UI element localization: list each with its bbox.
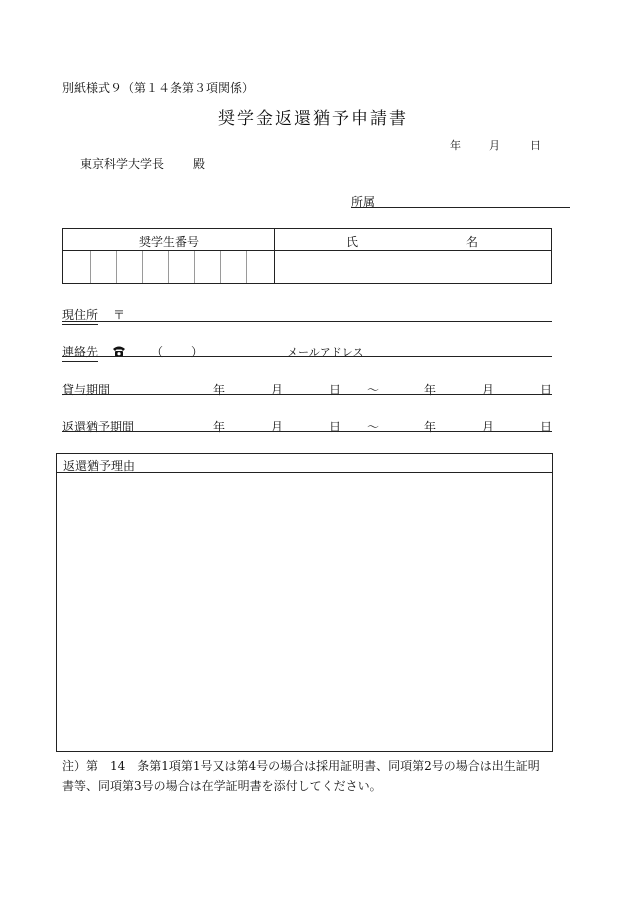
affiliation-underline: [351, 207, 570, 208]
address-field[interactable]: [130, 306, 550, 320]
deferment-period-label: 返還猶予期間: [62, 420, 135, 434]
digit-divider: [116, 251, 117, 283]
digit-divider: [168, 251, 169, 283]
postal-mark: 〒: [113, 308, 126, 322]
loan-period-tilde: ～: [367, 383, 380, 397]
digit-divider: [246, 251, 247, 283]
affiliation-label: 所属: [351, 195, 376, 209]
id-table-header-divider: [62, 250, 552, 251]
email-label: メールアドレス: [287, 346, 364, 359]
deferment-end-year: 年: [424, 420, 437, 434]
loan-start-year: 年: [213, 383, 226, 397]
student-number-digit-8[interactable]: [248, 257, 272, 279]
note-line-1: 注）第 14 条第1項第1号又は第4号の場合は採用証明書、同項第2号の場合は出生証明: [62, 759, 540, 773]
affiliation-field[interactable]: [382, 193, 562, 207]
loan-period-underline: [62, 394, 552, 395]
date-month-label: 月: [489, 139, 500, 152]
student-number-digit-3[interactable]: [118, 257, 140, 279]
student-number-digit-6[interactable]: [196, 257, 218, 279]
page-title: 奨学金返還猶予申請書: [218, 109, 408, 129]
name-field[interactable]: [280, 257, 546, 279]
deferment-end-month: 月: [482, 420, 495, 434]
student-number-digit-4[interactable]: [144, 257, 166, 279]
address-label: 現住所: [62, 306, 98, 325]
name-header-family: 氏: [346, 235, 359, 249]
recipient-honorific: 殿: [193, 157, 206, 171]
contact-underline: [62, 356, 552, 357]
reason-field[interactable]: [60, 477, 548, 747]
deferment-period-underline: [62, 431, 552, 432]
digit-divider: [194, 251, 195, 283]
loan-end-day: 日: [540, 383, 553, 397]
note-line-2: 書等、同項第3号の場合は在学証明書を添付してください。: [62, 779, 382, 793]
student-number-digit-7[interactable]: [222, 257, 244, 279]
date-day-label: 日: [530, 139, 541, 152]
deferment-start-day: 日: [329, 420, 342, 434]
deferment-start-month: 月: [271, 420, 284, 434]
address-underline: [62, 321, 552, 322]
loan-end-month: 月: [482, 383, 495, 397]
digit-divider: [90, 251, 91, 283]
contact-label: 連絡先: [62, 343, 98, 362]
email-field[interactable]: [380, 343, 550, 357]
date-year-label: 年: [450, 139, 461, 152]
digit-divider: [142, 251, 143, 283]
loan-start-month: 月: [271, 383, 284, 397]
phone-field[interactable]: [167, 343, 189, 357]
student-number-digit-1[interactable]: [64, 257, 88, 279]
loan-end-year: 年: [424, 383, 437, 397]
deferment-period-tilde: ～: [367, 420, 380, 434]
deferment-start-year: 年: [213, 420, 226, 434]
recipient: 東京科学大学長: [80, 157, 165, 171]
digit-divider: [220, 251, 221, 283]
reason-label: 返還猶予理由: [63, 459, 136, 473]
phone-open-paren: （: [151, 345, 164, 359]
name-header-given: 名: [466, 235, 479, 249]
student-number-digit-2[interactable]: [92, 257, 114, 279]
deferment-end-day: 日: [540, 420, 553, 434]
loan-period-label: 貸与期間: [62, 383, 111, 397]
student-number-header: 奨学生番号: [139, 235, 200, 249]
phone-icon: [112, 343, 126, 357]
phone-close-paren: ）: [191, 345, 204, 359]
loan-start-day: 日: [329, 383, 342, 397]
student-number-digit-5[interactable]: [170, 257, 192, 279]
id-table-column-divider: [274, 228, 275, 284]
form-reference: 別紙様式９（第１４条第３項関係）: [62, 81, 255, 95]
